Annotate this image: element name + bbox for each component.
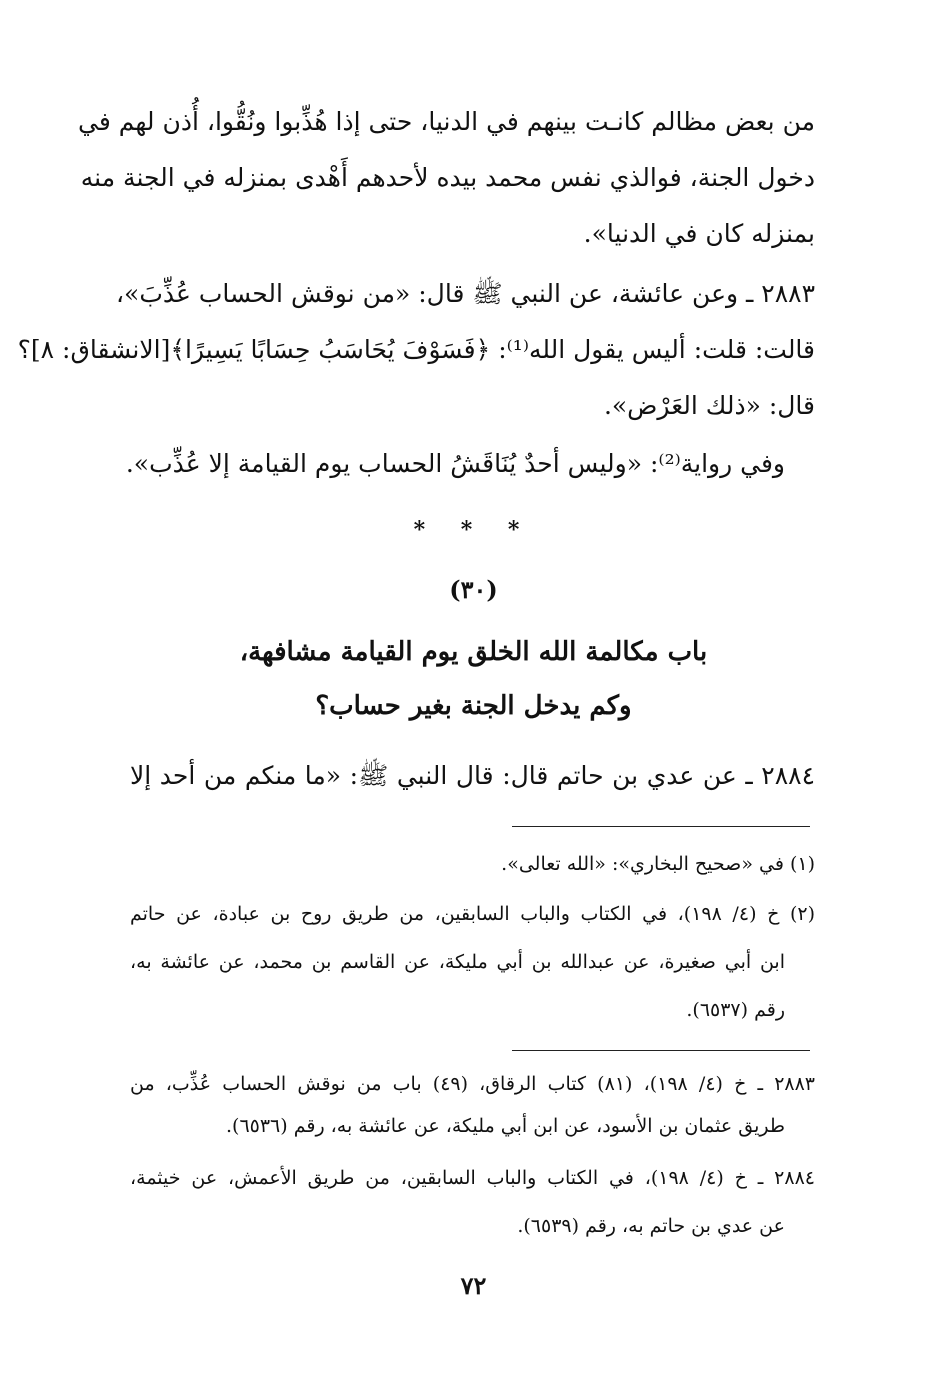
footnote-2-line-3: رقم (٦٥٣٧). xyxy=(686,999,785,1021)
takhrij-2884-line-2: عن عدي بن حاتم به، رقم (٦٥٣٩). xyxy=(517,1215,785,1237)
takhrij-2884-line-1: ٢٨٨٤ ـ خ (٤/ ١٩٨)، في الكتاب والباب السابقين، من طريق الأعمش، عن خيثمة، xyxy=(130,1167,815,1189)
body-line-3: بمنزله كان في الدنيا». xyxy=(583,219,815,248)
hadith-2883-line-3: قال: «ذلك العَرْض». xyxy=(603,391,815,420)
footnote-2-line-1: (٢) خ (٤/ ١٩٨)، في الكتاب والباب السابقين، من طريق روح بن عبادة، عن حاتم xyxy=(130,903,816,925)
hadith-2883-line-1: ٢٨٨٣ ـ وعن عائشة، عن النبي ﷺ قال: «من نوقش الحساب عُذِّبَ»، xyxy=(115,279,815,308)
takhrij-divider xyxy=(512,1050,810,1051)
chapter-title-line-2: وكم يدخل الجنة بغير حساب؟ xyxy=(315,691,632,721)
takhrij-2883-line-1: ٢٨٨٣ ـ خ (٤/ ١٩٨)، (٨١) كتاب الرقاق، (٤٩) باب من نوقش الحساب عُذِّب، من xyxy=(130,1073,816,1095)
hadith-2884-line-1: ٢٨٨٤ ـ عن عدي بن حاتم قال: قال النبي ﷺ: «ما منكم من أحد إلا xyxy=(130,761,815,790)
takhrij-2883-line-2: طريق عثمان بن الأسود، عن ابن أبي مليكة، عن عائشة به، رقم (٦٥٣٦). xyxy=(225,1115,785,1137)
page-number: ٧٢ xyxy=(460,1271,487,1300)
narration-variant: وفي رواية⁽²⁾: «وليس أحدٌ يُنَاقَشُ الحساب يوم القيامة إلا عُذِّب». xyxy=(125,449,785,478)
chapter-title-line-1: باب مكالمة الله الخلق يوم القيامة مشافهة، xyxy=(239,637,708,667)
body-line-2: دخول الجنة، فوالذي نفس محمد بيده لأحدهم أَهْدى بمنزله في الجنة منه xyxy=(80,163,815,192)
footnote-divider xyxy=(512,826,810,827)
footnote-2-line-2: ابن أبي صغيرة، عن عبدالله بن أبي مليكة، عن القاسم بن محمد، عن عائشة به، xyxy=(130,951,785,973)
chapter-number: (٣٠) xyxy=(449,575,498,604)
section-separator: * * * xyxy=(413,517,534,543)
body-line-1: من بعض مظالم كانـت بينهم في الدنيا، حتى إذا هُذِّبوا ونُقُّوا، أُذن لهم في xyxy=(78,107,815,136)
hadith-2883-line-2: قالت: قلت: أليس يقول الله⁽¹⁾: ﴿فَسَوْفَ يُحَاسَبُ حِسَابًا يَسِيرًا﴾[الانشقاق: ٨]؟ xyxy=(17,335,815,364)
footnote-1: (١) في «صحيح البخاري»: «الله تعالى». xyxy=(501,853,815,875)
